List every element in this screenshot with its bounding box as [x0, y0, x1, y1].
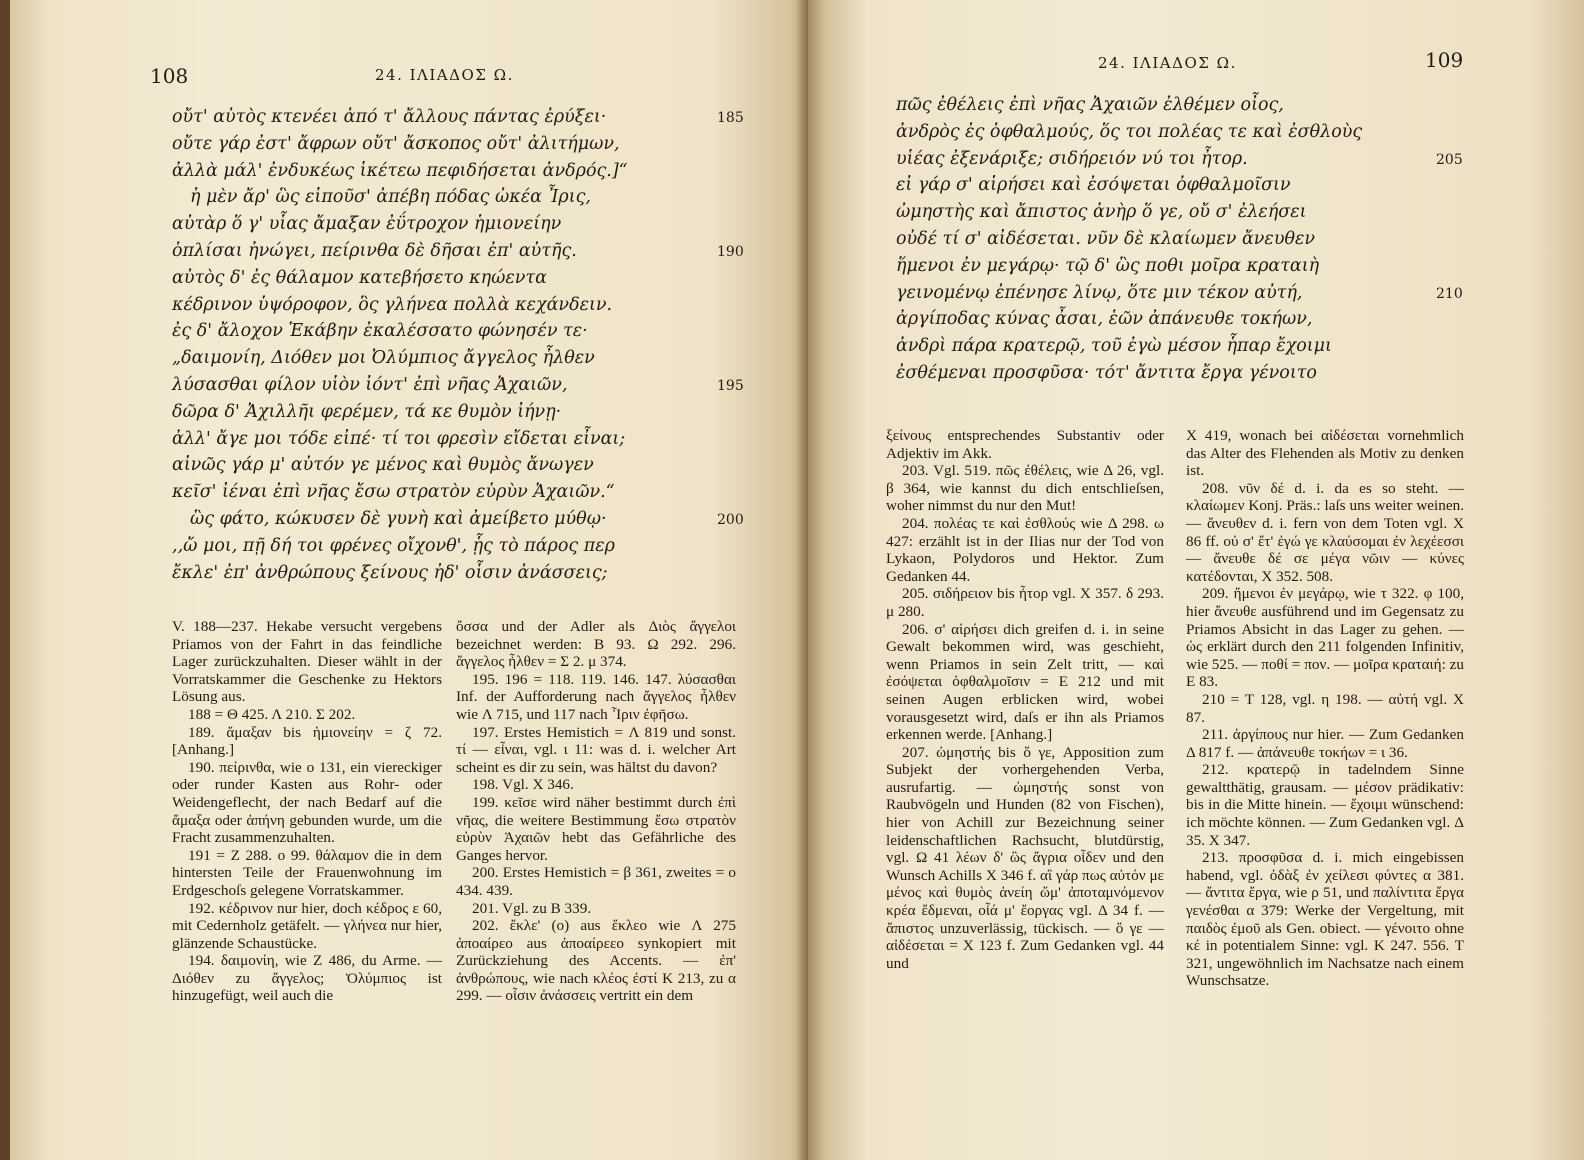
verse-line — [172, 158, 737, 185]
page-number: 109 — [1425, 48, 1464, 72]
verse-text: κεῖσ' ἰέναι ἐπὶ νῆας ἔσω στρατὸν εὐρὺν Ἀχαιῶν.“ — [172, 482, 615, 503]
commentary-note: 198. Vgl. Χ 346. — [472, 776, 574, 794]
commentary-note: 212. κρατερῷ in tadelndem Sinne gewaltthätig, grausam. — μέσον prädikativ: bis in die Mitte hinein. — ἔχοιμι wünschend: ich möchte können. — Zum Gedanken vgl. Δ 35. Χ 347. — [1186, 761, 1464, 849]
verse-text: ἔκλε' ἐπ' ἀνθρώπους ξείνους ἠδ' οἷσιν ἀνάσσεις; — [172, 562, 608, 583]
line-number: 210 — [1436, 285, 1463, 302]
verse-line — [172, 265, 737, 292]
commentary-note: V. 188—237. Hekabe versucht vergebens Priamos von der Fahrt in das feindliche Lager zurückzuhalten. Dieser wählt in der Vorratskammer die Geschenke zu Hektors Lösung aus. — [172, 618, 442, 706]
commentary-note: 195. 196 = 118. 119. 146. 147. λύσασθαι Inf. der Aufforderung nach ἄγγελος ἦλθεν wie Λ 715, und 117 nach Ἶριν ἐφῆσω. — [456, 670, 736, 723]
commentary-note: 202. ἔκλε' (ο) aus ἔκλεο wie Λ 275 ἀποαίρεο aus ἀποαίρεεο synkopiert mit Zurückziehung des Accents. — ἐπ' ἀνθρώπους, wie nach κλέος ἐστί Κ 213, zu α 299. — οἷσιν ἀνάσσεις vertritt ein dem — [456, 917, 736, 1005]
verse-line — [896, 253, 1461, 280]
verse-text: ἥμενοι ἐν μεγάρῳ· τῷ δ' ὣς ποθι μοῖρα κραταιὴ — [896, 255, 1320, 276]
verse-text: ,,ὤ μοι, πῇ δή τοι φρένες οἴχονθ', ᾗς τὸ πάρος περ — [172, 535, 615, 556]
verse-text: ἐσθέμεναι προσφῦσα· τότ' ἄντιτα ἔργα γένοιτο — [896, 362, 1317, 383]
verse-text: δῶρα δ' Ἀχιλλῆι φερέμεν, τά κε θυμὸν ἰήνῃ· — [172, 401, 562, 422]
verse-text: γεινομένῳ ἐπένησε λίνῳ, ὅτε μιν τέκον αὐτή, — [896, 282, 1303, 303]
commentary-note: 199. κεῖσε wird näher bestimmt durch ἐπὶ νῆας, die weitere Bestimmung ἔσω στρατὸν εὐρὺν Ἀχαιῶν hebt das Gefährliche des Ganges hervor. — [456, 793, 736, 864]
verse-line — [172, 345, 737, 372]
running-head: 24. ΙΛΙΑΔΟΣ Ω. — [375, 66, 514, 84]
commentary-note: 211. ἀργίπους nur hier. — Zum Gedanken Δ 817 f. — ἀπάνευθε τοκήων = ι 36. — [1186, 726, 1464, 761]
verse-line — [896, 119, 1461, 146]
commentary-note: ξείνους entsprechendes Substantiv oder Adjektiv im Akk. — [886, 427, 1164, 462]
verse-text: αὐτὰρ ὅ γ' υἷας ἄμαξαν ἐΰτροχον ἡμιονείην — [172, 214, 562, 235]
right-page — [808, 0, 1584, 1160]
verse-text: ἐς δ' ἄλοχον Ἑκάβην ἐκαλέσσατο φώνησέν τε· — [172, 321, 588, 342]
running-head: 24. ΙΛΙΑΔΟΣ Ω. — [1098, 54, 1237, 72]
verse-text: ὁπλίσαι ἠνώγει, πείρινθα δὲ δῆσαι ἐπ' αὐτῆς. — [172, 240, 577, 261]
page-number: 108 — [150, 64, 189, 88]
line-number: 195 — [717, 377, 744, 394]
verse-line — [172, 104, 744, 131]
verse-text: κέδρινον ὑψόροφον, ὃς γλήνεα πολλὰ κεχάνδειν. — [172, 294, 613, 315]
commentary-column-1 — [172, 618, 442, 1005]
verse-block — [896, 92, 1461, 387]
verse-line — [172, 184, 737, 211]
commentary-note: 206. σ' αἱρήσει dich greifen d. i. in seine Gewalt bekommen wird, was geschieht, wenn Priamos in sein Zelt tritt, — καὶ ἐσόψεται ὀφθαλμοῖσιν = Ε 212 und mit seinen Augen erblicken wird, wobei vorausgesetzt wird, daſs er ihn als Priamos erkennen werde. [Anhang.] — [886, 620, 1164, 744]
commentary-note: 209. ἥμενοι ἐν μεγάρῳ, wie τ 322. φ 100, hier ἄνευθε ausführend und im Gegensatz zu Priamos Absicht in das Lager zu gehen. — ὡς erklärt durch den 211 folgenden Infinitiv, wie 525. — ποθί = πον. — μοῖρα κραταιή: zu Ε 83. — [1186, 585, 1464, 691]
verse-line — [172, 533, 737, 560]
verse-line — [896, 199, 1461, 226]
commentary-note: 194. δαιμονίη, wie Ζ 486, du Arme. — Διόθεν zu ἄγγελος; Ὀλύμπιος ist hinzugefügt, weil auch die — [172, 952, 442, 1005]
verse-text: ἀλλ' ἄγε μοι τόδε εἰπέ· τί τοι φρεσὶν εἴδεται εἶναι; — [172, 428, 626, 449]
line-number: 205 — [1436, 151, 1463, 168]
verse-line — [172, 479, 737, 506]
verse-line — [896, 172, 1461, 199]
verse-text: ἀργίποδας κύνας ἆσαι, ἑῶν ἀπάνευθε τοκήων, — [896, 309, 1313, 330]
verse-line — [172, 131, 737, 158]
verse-text: ἡ μὲν ἄρ' ὣς εἰποῦσ' ἀπέβη πόδας ὠκέα Ἶρις, — [190, 187, 591, 208]
verse-text: ἀλλὰ μάλ' ἐνδυκέως ἱκέτεω πεφιδήσεται ἀνδρός.]“ — [172, 160, 628, 181]
commentary-note: 204. πολέας τε καὶ ἐσθλούς wie Δ 298. ω 427: erzählt ist in der Ilias nur der Tod von Lykaon, Polydoros und Hektor. Zum Gedanken 44. — [886, 514, 1164, 585]
commentary-note: ὄσσα und der Adler als Διὸς ἄγγελοι bezeichnet werden: Β 93. Ω 292. 296. ἄγγελος ἦλθεν = Σ 2. μ 374. — [456, 618, 736, 671]
verse-line — [896, 226, 1461, 253]
verse-line — [172, 292, 737, 319]
verse-line — [172, 506, 744, 533]
verse-text: εἰ γάρ σ' αἱρήσει καὶ ἐσόψεται ὀφθαλμοῖσιν — [896, 175, 1291, 196]
line-number: 185 — [717, 110, 744, 126]
verse-line — [172, 372, 744, 399]
verse-line — [896, 306, 1461, 333]
verse-text: οὔτ' αὐτὸς κτενέει ἀπό τ' ἄλλους πάντας ἐρύξει· — [172, 107, 607, 127]
verse-text: αὐτὸς δ' ἐς θάλαμον κατεβήσετο κηώεντα — [172, 267, 547, 288]
verse-text: αἰνῶς γάρ μ' αὐτόν γε μένος καὶ θυμὸς ἄνωγεν — [172, 455, 594, 476]
verse-line — [172, 211, 737, 238]
commentary-note: 213. προσφῦσα d. i. mich eingebissen habend, vgl. ὀδὰξ ἐν χείλεσι φύντες α 381. — ἄντιτα ἔργα, wie ρ 51, und παλίντιτα ἔργα γενέσθαι α 379: Werke der Vergeltung, mit παιδὸς ἐμοῦ als Gen. obiect. — γένοιτο ohne κέ in potentialem Sinne: vgl. Κ 247. 556. Τ 321, ungewöhnlich im Nachsatze nach einem Wunschsatze. — [1186, 849, 1464, 990]
commentary-column-2 — [1186, 427, 1464, 990]
verse-line — [896, 333, 1461, 360]
verse-line — [172, 426, 737, 453]
commentary-note: 210 = Τ 128, vgl. η 198. — αὐτή vgl. Χ 87. — [1186, 690, 1464, 726]
verse-line — [896, 92, 1461, 119]
verse-line — [172, 318, 737, 345]
commentary-note: 197. Erstes Hemistich = Λ 819 und sonst. τί — εἶναι, vgl. ι 11: was d. i. welcher Art scheint es dir zu sein, was hältst du davon? — [456, 723, 736, 776]
verse-text: ὣς φάτο, κώκυσεν δὲ γυνὴ καὶ ἀμείβετο μύθῳ· — [190, 508, 607, 529]
verse-text: ἀνδρὶ πάρα κρατερῷ, τοῦ ἐγὼ μέσον ἧπαρ ἔχοιμι — [896, 336, 1332, 357]
verse-line — [172, 399, 737, 426]
commentary-note: 203. Vgl. 519. πῶς ἐθέλεις, wie Δ 26, vgl. β 364, wie kannst du dich entschlieſsen, woher nimmst du nur den Mut! — [886, 462, 1164, 515]
verse-line — [896, 280, 1461, 307]
commentary-note: 190. πείρινθα, wie ο 131, ein viereckiger oder runder Kasten aus Rohr- oder Weidengeflecht, der nach Bedarf auf die ἄμαξα oder ἀπήνη gebunden wurde, um die Fracht zusammenzuhalten. — [172, 758, 442, 847]
verse-line — [172, 560, 737, 587]
commentary-column-1 — [886, 427, 1164, 972]
commentary-note: 191 = Ζ 288. ο 99. θάλαμον die in dem hintersten Teile der Frauenwohnung im Erdgeschoſs gelegene Vorratskammer. — [172, 846, 442, 899]
commentary-note: 192. κέδρινον nur hier, doch κέδρος ε 60, mit Cedernholz getäfelt. — γλήνεα nur hier, glänzende Schaustücke. — [172, 899, 442, 952]
commentary-note: Χ 419, wonach bei αἰδέσεται vornehmlich das Alter des Flehenden als Motiv zu denken ist. — [1186, 427, 1464, 480]
verse-line — [896, 360, 1461, 387]
verse-text: υἱέας ἐξενάριξε; σιδήρειόν νύ τοι ἦτορ. — [896, 148, 1248, 169]
line-number: 200 — [717, 511, 744, 528]
commentary-note: 205. σιδήρειον bis ἦτορ vgl. Χ 357. δ 293. μ 280. — [886, 585, 1164, 620]
verse-line — [172, 452, 737, 479]
verse-text: οὔτε γάρ ἐστ' ἄφρων οὔτ' ἄσκοπος οὔτ' ἀλιτήμων, — [172, 133, 620, 154]
verse-text: ἀνδρὸς ἐς ὀφθαλμούς, ὅς τοι πολέας τε καὶ ἐσθλοὺς — [896, 121, 1363, 142]
commentary-note: 189. ἄμαξαν bis ἡμιονείην = ζ 72. [Anhang.] — [172, 723, 442, 759]
commentary-note: 188 = Θ 425. Λ 210. Σ 202. — [188, 705, 356, 723]
verse-line — [172, 238, 744, 265]
verse-line — [896, 146, 1461, 173]
verse-text: οὐδέ τί σ' αἰδέσεται. νῦν δὲ κλαίωμεν ἄνευθεν — [896, 228, 1316, 249]
left-page — [10, 0, 808, 1160]
verse-text: ὠμηστὴς καὶ ἄπιστος ἀνὴρ ὅ γε, οὔ σ' ἐλεήσει — [896, 202, 1307, 223]
verse-text: πῶς ἐθέλεις ἐπὶ νῆας Ἀχαιῶν ἐλθέμεν οἶος, — [896, 95, 1284, 115]
line-number: 190 — [717, 243, 744, 260]
commentary-column-2 — [456, 618, 736, 1005]
verse-block — [172, 104, 744, 586]
commentary-note: 200. Erstes Hemistich = β 361, zweites = ο 434. 439. — [456, 864, 736, 899]
commentary-note: 208. νῦν δέ d. i. da es so steht. — κλαίωμεν Konj. Präs.: laſs uns weiter weinen. — ἄνευθεν d. i. fern von dem Toten vgl. Χ 86 ff. οὐ σ' ἔτ' ἐγώ γε κλαύσομαι ἐν λεχέεσσι — ἄνευθε δέ σε μέγα νῶιν — κύνες κατέδονται, Χ 352. 508. — [1186, 479, 1464, 585]
commentary-note: 207. ὠμηστής bis ὅ γε, Apposition zum Subjekt der vorhergehenden Verba, ausrufartig. — ὠμηστής sonst von Raubvögeln und Hunden (82 von Fischen), hier von Achill zur Bezeichnung seiner leidenschaftlichen Rachsucht, blutdürstig, vgl. Ω 41 λέων δ' ὣς ἄγρια οἶδεν und den Wunsch Achills Χ 346 f. αἲ γάρ πως αὐτόν με μένος καὶ θυμὸς ἀνείη ὤμ' ἀποταμνόμενον κρέα ἔδμεναι, οἷά μ' ἔοργας vgl. Δ 34 f. — ἄπιστος unzuverlässig, tückisch. — ὅ γε — αἰδέσεται = Χ 123 f. Zum Gedanken vgl. 44 und — [886, 743, 1164, 972]
verse-text: λύσασθαι φίλον υἱὸν ἰόντ' ἐπὶ νῆας Ἀχαιῶν, — [172, 374, 568, 395]
commentary-note: 201. Vgl. zu Β 339. — [472, 899, 592, 917]
verse-text: „δαιμονίη, Διόθεν μοι Ὀλύμπιος ἄγγελος ἦλθεν — [172, 348, 595, 369]
